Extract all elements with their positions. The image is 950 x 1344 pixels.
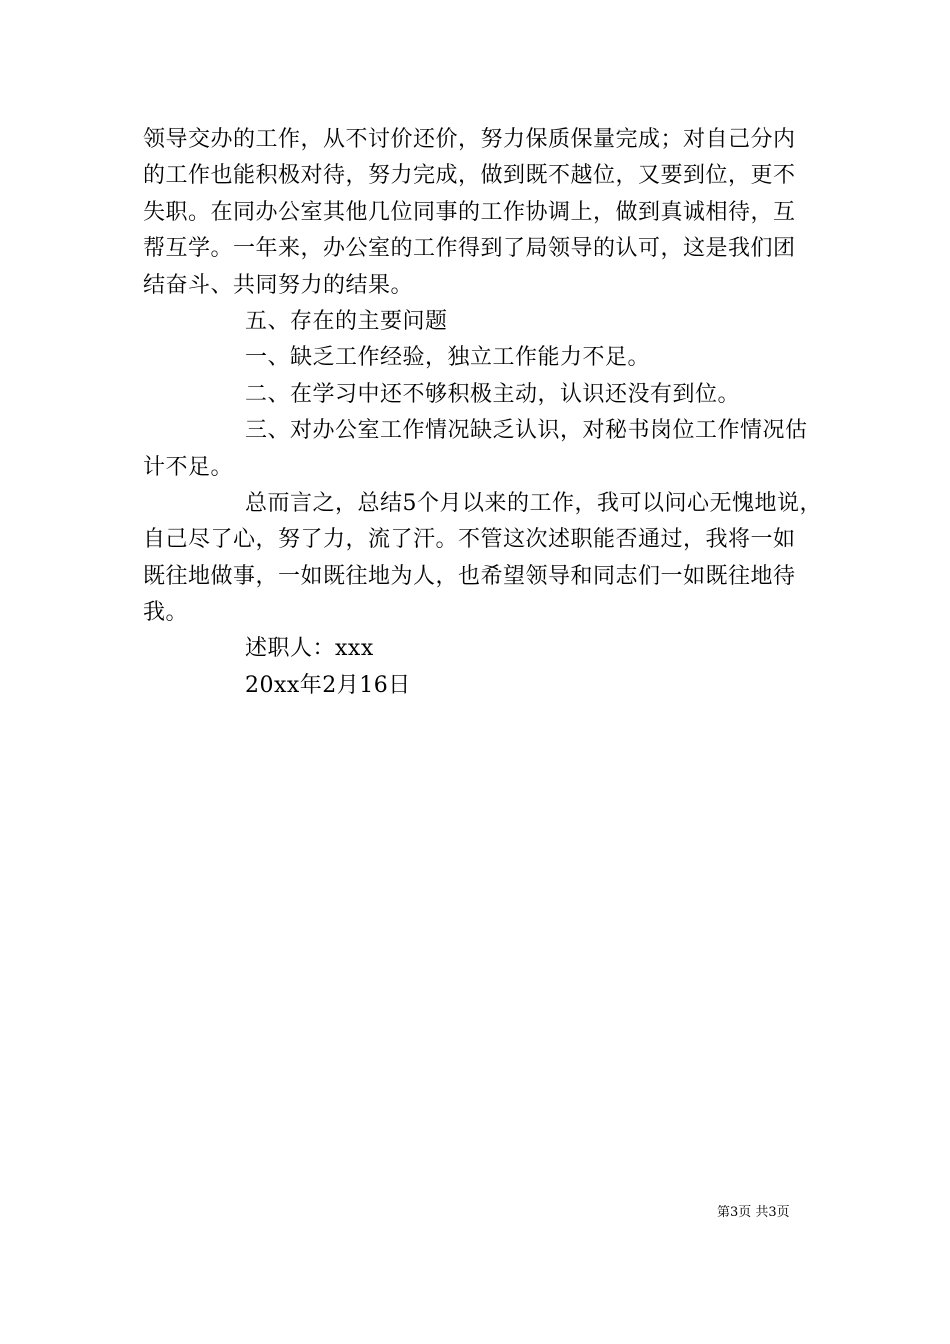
conclusion-line-4: 我。 bbox=[143, 600, 189, 626]
text-line-1: 领导交办的工作，从不讨价还价，努力保质保量完成；对自己分内 bbox=[143, 127, 796, 152]
document-body bbox=[143, 122, 822, 704]
conclusion-line-1: 总而言之，总结5个月以来的工作，我可以问心无愧地说， bbox=[245, 490, 822, 516]
section-heading-problems: 五、存在的主要问题 bbox=[245, 308, 448, 334]
text-line-4: 帮互学。一年来，办公室的工作得到了局领导的认可，这是我们团 bbox=[143, 236, 796, 262]
conclusion-line-3: 既往地做事，一如既往地为人，也希望领导和同志们一如既往地待 bbox=[143, 563, 796, 589]
page-number-footer: 第3页 共3页 bbox=[717, 1205, 790, 1220]
text-line-2: 的工作也能积极对待，努力完成，做到既不越位，又要到位，更不 bbox=[143, 163, 796, 189]
date-line: 20xx年2月16日 bbox=[245, 672, 411, 698]
problem-item-3-continued: 计不足。 bbox=[143, 454, 234, 480]
text-line-3: 失职。在同办公室其他几位同事的工作协调上，做到真诚相待，互 bbox=[143, 199, 796, 225]
problem-item-1: 一、缺乏工作经验，独立工作能力不足。 bbox=[245, 345, 651, 371]
problem-item-2: 二、在学习中还不够积极主动，认识还没有到位。 bbox=[245, 381, 741, 407]
problem-item-3: 三、对办公室工作情况缺乏认识，对秘书岗位工作情况估 bbox=[245, 418, 808, 444]
text-line-5: 结奋斗、共同努力的结果。 bbox=[143, 272, 414, 298]
signature-line: 述职人：xxx bbox=[245, 636, 374, 662]
conclusion-line-2: 自己尽了心，努了力，流了汗。不管这次述职能否通过，我将一如 bbox=[143, 527, 796, 553]
